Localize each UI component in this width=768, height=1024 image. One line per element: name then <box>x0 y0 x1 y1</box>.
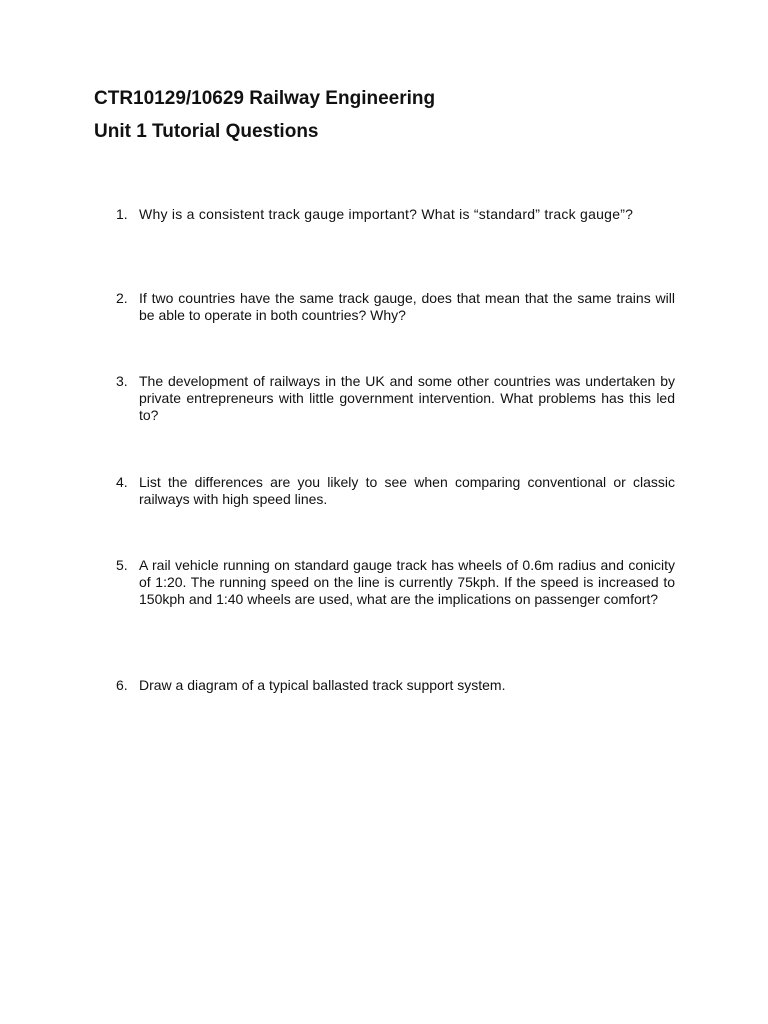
question-number: 4. <box>116 474 128 490</box>
question-text: A rail vehicle running on standard gauge track has wheels of 0.6m radius and conicity of 1:20. The running speed on the line is currently 75kph. If the speed is increased to 150kph and 1:40 wheels are used, what are the implications on passenger comfort? <box>139 557 675 607</box>
question-text: The development of railways in the UK and some other countries was undertaken by private entrepreneurs with little government intervention. What problems has this led to? <box>139 373 675 423</box>
question-item <box>116 557 675 608</box>
course-title: CTR10129/10629 Railway Engineering <box>94 88 436 109</box>
unit-title: Unit 1 Tutorial Questions <box>94 121 319 142</box>
question-number: 3. <box>116 373 128 389</box>
question-item <box>116 677 675 694</box>
question-item <box>116 373 675 424</box>
question-item <box>116 474 675 508</box>
question-number: 6. <box>116 677 128 693</box>
question-text: List the differences are you likely to see when comparing conventional or classic railways with high speed lines. <box>139 474 675 507</box>
question-number: 5. <box>116 557 128 573</box>
question-text: If two countries have the same track gauge, does that mean that the same trains will be able to operate in both countries? Why? <box>139 290 675 323</box>
question-number: 2. <box>116 290 128 306</box>
question-text: Draw a diagram of a typical ballasted track support system. <box>139 677 506 693</box>
question-number: 1. <box>116 206 128 222</box>
question-text: Why is a consistent track gauge important? What is “standard” track gauge”? <box>139 206 634 222</box>
question-item <box>116 206 675 223</box>
question-item <box>116 290 675 324</box>
